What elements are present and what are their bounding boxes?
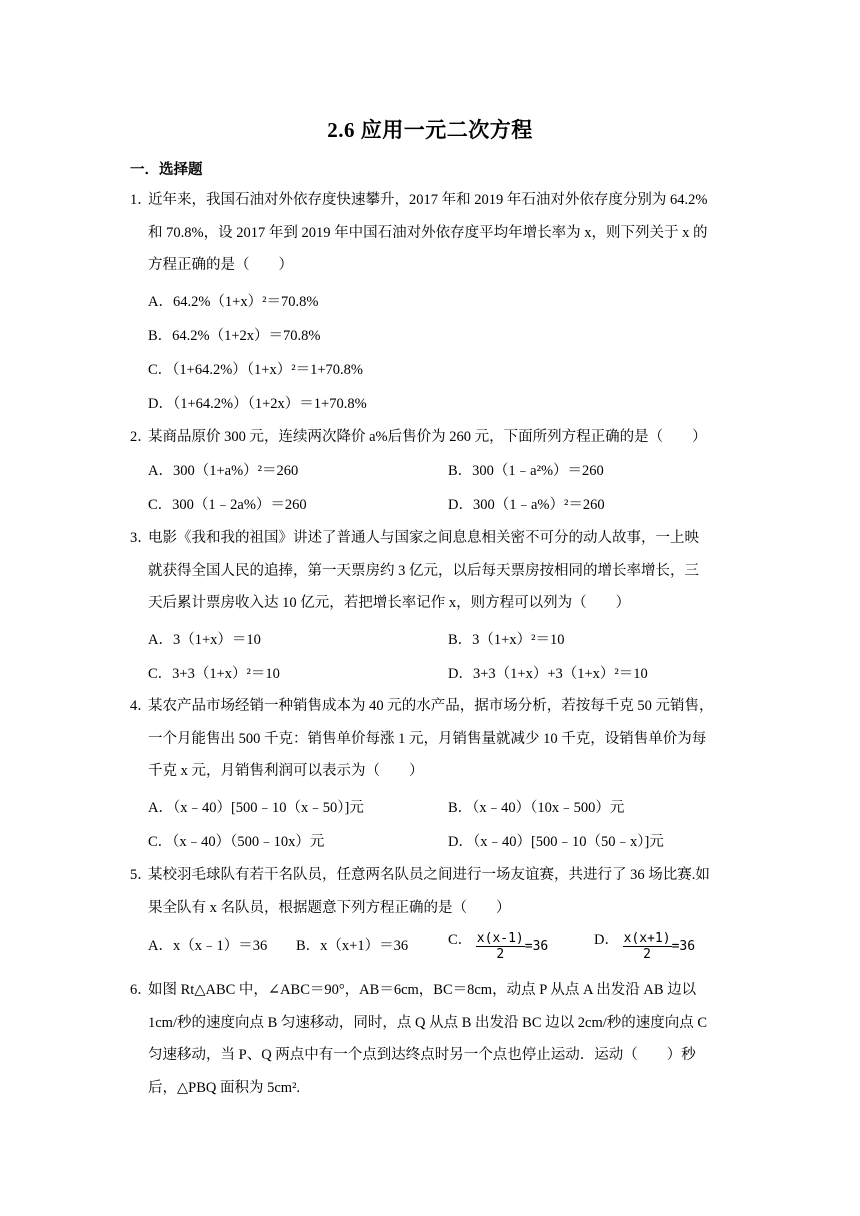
option-c: C．（x﹣40）（500﹣10x）元 bbox=[148, 834, 325, 850]
question-text-line: 天后累计票房收入达 10 亿元，若把增长率记作 x，则方程可以列为（ ） bbox=[148, 595, 631, 611]
question-3 bbox=[130, 522, 732, 620]
question-text-line: 某农产品市场经销一种销售成本为 40 元的水产品，据市场分析，若按每千克 50 元销售， bbox=[148, 698, 714, 714]
question-5 bbox=[130, 859, 732, 924]
question-text-line: 千克 x 元，月销售利润可以表示为（ ） bbox=[148, 763, 424, 779]
option-b: B．300（1﹣a²%）＝260 bbox=[448, 463, 604, 479]
option-d bbox=[594, 928, 695, 962]
fraction-numerator: x(x+1) bbox=[623, 930, 671, 946]
question-number: 5． bbox=[130, 867, 152, 883]
question-number: 2． bbox=[130, 429, 152, 445]
question-text-line: 1cm/秒的速度向点 B 匀速移动，同时，点 Q 从点 B 出发沿 BC 边以 2cm/秒的速度向点 C bbox=[148, 1014, 708, 1031]
page-title: 2.6 应用一元二次方程 bbox=[327, 118, 533, 142]
fraction-expression bbox=[623, 931, 695, 962]
question-text-line: 就获得全国人民的追捧，第一天票房约 3 亿元，以后每天票房按相同的增长率增长，三 bbox=[148, 562, 699, 579]
fraction-denominator: 2 bbox=[496, 946, 505, 962]
option-d: D．3+3（1+x）+3（1+x）²＝10 bbox=[448, 666, 648, 682]
question-number: 3． bbox=[130, 530, 152, 546]
option-d: D．（1+64.2%）（1+2x）＝1+70.8% bbox=[148, 396, 367, 412]
option-b: B．（x﹣40）（10x﹣500）元 bbox=[448, 800, 625, 816]
question-text-line: 和 70.8%，设 2017 年到 2019 年中国石油对外依存度平均年增长率为 x，则下列关于 x 的 bbox=[148, 224, 708, 241]
fraction bbox=[623, 931, 672, 962]
option-c: C．3+3（1+x）²＝10 bbox=[148, 666, 280, 682]
question-number: 1． bbox=[130, 192, 152, 208]
option-c bbox=[448, 928, 548, 962]
fraction-numerator: x(x-1) bbox=[476, 930, 524, 946]
section-heading: 一．选择题 bbox=[130, 162, 203, 178]
option-a: A．64.2%（1+x）²＝70.8% bbox=[148, 294, 319, 310]
option-b: B．x（x+1）＝36 bbox=[296, 938, 409, 954]
option-label: C． bbox=[448, 932, 473, 948]
question-text-line: 如图 Rt△ABC 中，∠ABC＝90°，AB＝6cm，BC＝8cm，动点 P 从点 A 出发沿 AB 边以 bbox=[148, 982, 697, 998]
option-a: A．x（x﹣1）＝36 bbox=[148, 938, 268, 954]
question-text-line: 方程正确的是（ ） bbox=[148, 257, 293, 273]
fraction-expression bbox=[476, 931, 548, 962]
question-text-line: 一个月能售出 500 千克：销售单价每涨 1 元，月销售量就减少 10 千克，设销售单价为每 bbox=[148, 730, 707, 747]
question-text-line: 匀速移动，当 P、Q 两点中有一个点到达终点时另一个点也停止运动．运动（ ）秒 bbox=[148, 1047, 696, 1063]
question-number: 4． bbox=[130, 698, 152, 714]
fraction-denominator: 2 bbox=[643, 946, 651, 962]
option-c: C．（1+64.2%）（1+x）²＝1+70.8% bbox=[148, 362, 363, 378]
option-d: D．（x﹣40）[500﹣10（50﹣x）]元 bbox=[448, 834, 664, 850]
question-2 bbox=[130, 421, 732, 454]
equation-rhs: =36 bbox=[671, 938, 696, 954]
option-a: A．300（1+a%）²＝260 bbox=[148, 463, 299, 479]
question-text-line: 某商品原价 300 元，连续两次降价 a%后售价为 260 元，下面所列方程正确的是（ ） bbox=[148, 429, 707, 445]
option-d: D．300（1﹣a%）²＝260 bbox=[448, 497, 605, 513]
option-label: D． bbox=[594, 932, 619, 948]
equation-rhs: =36 bbox=[524, 938, 549, 954]
option-b: B．3（1+x）²＝10 bbox=[448, 632, 565, 648]
option-a: A．（x﹣40）[500﹣10（x﹣50）]元 bbox=[148, 800, 364, 816]
question-number: 6． bbox=[130, 982, 152, 998]
question-4 bbox=[130, 690, 732, 788]
question-6 bbox=[130, 974, 732, 1104]
option-c: C．300（1﹣2a%）＝260 bbox=[148, 497, 307, 513]
question-text-line: 果全队有 x 名队员，根据题意下列方程正确的是（ ） bbox=[148, 899, 511, 916]
fraction bbox=[476, 931, 525, 962]
question-text-line: 后，△PBQ 面积为 5cm². bbox=[148, 1079, 301, 1096]
question-text-line: 电影《我和我的祖国》讲述了普通人与国家之间息息相关密不可分的动人故事，一上映 bbox=[148, 530, 699, 546]
question-text-line: 某校羽毛球队有若干名队员，任意两名队员之间进行一场友谊赛，共进行了 36 场比赛.如 bbox=[148, 867, 710, 883]
question-1 bbox=[130, 184, 732, 282]
option-b: B．64.2%（1+2x）＝70.8% bbox=[148, 328, 321, 344]
question-text-line: 近年来，我国石油对外依存度快速攀升，2017 年和 2019 年石油对外依存度分别为 64.2% bbox=[148, 192, 708, 208]
option-a: A．3（1+x）＝10 bbox=[148, 632, 261, 648]
